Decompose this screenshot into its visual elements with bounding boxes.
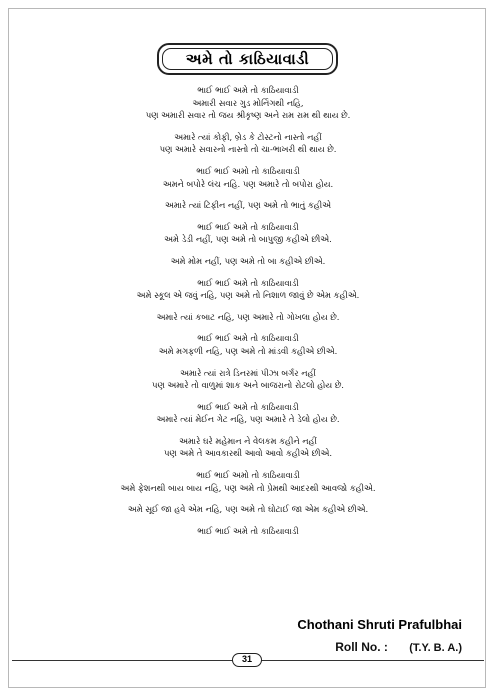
poem-line: અમે સૂઈ જા હવે એમ નહિ, પણ અમે તો ઘોટાઈ જા એમ કહીએ છીએ.: [127, 504, 369, 515]
poem-line: ભાઈ ભાઈ અમો તો કાઠિયાવાડી: [196, 470, 300, 481]
poem-line: પણ અમે તે આવકારથી આવો આવો કહીએ છીએ.: [163, 448, 333, 459]
roll-value: (T.Y. B. A.): [409, 642, 462, 654]
poem-line: પણ અમારે તો વાળુમાં શાક અને બાજરાનો રોટલો હોય છે.: [152, 380, 344, 391]
poem-line: અમારી સવાર ગુડ મોર્નિંગથી નહિ,: [192, 97, 304, 108]
poem-line: અમે મોમ નહીં, પણ અમે તો બા કહીએ છીએ.: [170, 255, 326, 266]
poem-stanza: [30, 469, 466, 494]
poem-stanza: [30, 332, 466, 357]
poem-stanza: [30, 84, 466, 122]
poem-stanza: [30, 131, 466, 156]
poem-stanza: [30, 277, 466, 302]
poem-line: અમારે ત્યાં મેઈન ગેટ નહિ, પણ અમારે તે ડેલો હોય છે.: [156, 414, 340, 425]
roll-label: Roll No. :: [335, 640, 388, 654]
title-box: [157, 43, 338, 75]
poem-stanza: [30, 165, 466, 190]
poem-line: અમે મગફળી નહિ, પણ અમે તો માંડવી કહીએ છીએ.: [158, 345, 338, 356]
poem-stanza: [30, 503, 466, 516]
poem-stanza: [30, 367, 466, 392]
poem-line: અમે ડેડી નહીં, પણ અમે તો બાપુજી કહીએ છીએ.: [164, 234, 332, 245]
poem-stanza: [30, 311, 466, 324]
poem-stanza: [30, 221, 466, 246]
poem-line: અમારે ત્યાં ટિફીન નહીં, પણ અમે તો ભાતું કહીએ: [164, 200, 331, 211]
author-name: Chothani Shruti Prafulbhai: [297, 617, 462, 632]
poem-line: ભાઈ ભાઈ અમે તો કાઠિયાવાડી: [197, 525, 299, 536]
poem-line: ભાઈ ભાઈ અમે તો કાઠિયાવાડી: [197, 221, 299, 232]
poem-line: અમારે ત્યાં કબાટ નહિ, પણ અમારે તો ગોખલા હોય છે.: [156, 311, 340, 322]
poem-line: ભાઈ ભાઈ અમે તો કાઠિયાવાડી: [197, 333, 299, 344]
poem-line: ભાઈ ભાઈ અમે તો કાઠિયાવાડી: [197, 85, 299, 95]
poem-title: અમે તો કાઠિયાવાડી: [185, 50, 310, 68]
poem-stanza: [30, 401, 466, 426]
poem-line: અમારે ઘરે મહેમાન ને વેલકમ કહીને નહીં: [179, 435, 317, 446]
poem-line: પણ અમારે સવારનો નાસ્તો તો ચા-ભાખરી થી થાય છે.: [159, 144, 337, 155]
poem-line: અમને બપોરે લંચ નહિ. પણ અમારે તો બપોરા હોય.: [162, 178, 334, 189]
poem-line: ભાઈ ભાઈ અમો તો કાઠિયાવાડી: [196, 165, 300, 176]
author-block: [297, 616, 462, 659]
poem-line: અમે ફેશનથી બાય બાય નહિ, પણ અમે તો પ્રેમથી આદરથી આવજો કહીએ.: [120, 482, 376, 493]
poem-stanza: [30, 199, 466, 212]
poem-stanza: [30, 255, 466, 268]
poem-line: ભાઈ ભાઈ અમે તો કાઠિયાવાડી: [197, 401, 299, 412]
poem-line: અમે સ્કૂલ એ જવું નહિ, પણ અમે તો નિશાળ જાવું છે એમ કહીએ.: [136, 290, 360, 301]
poem-line: અમારે ત્યાં કોફી, બ્રેડ કે ટોસ્ટનો નાસ્તો નહીં: [174, 131, 322, 142]
poem-line: ભાઈ ભાઈ અમે તો કાઠિયાવાડી: [197, 277, 299, 288]
poem-body: [30, 84, 466, 546]
poem-line: અમારે ત્યાં રાત્રે ડિનરમાં પીઝા બર્ગર નહીં: [180, 367, 316, 378]
poem-line: પણ અમારી સવાર તો જય શ્રીકૃષ્ણ અને રામ રામ થી થાય છે.: [145, 110, 351, 121]
page-number: 31: [232, 653, 262, 667]
poem-stanza: [30, 435, 466, 460]
roll-row: [297, 636, 462, 659]
poem-stanza: [30, 525, 466, 538]
